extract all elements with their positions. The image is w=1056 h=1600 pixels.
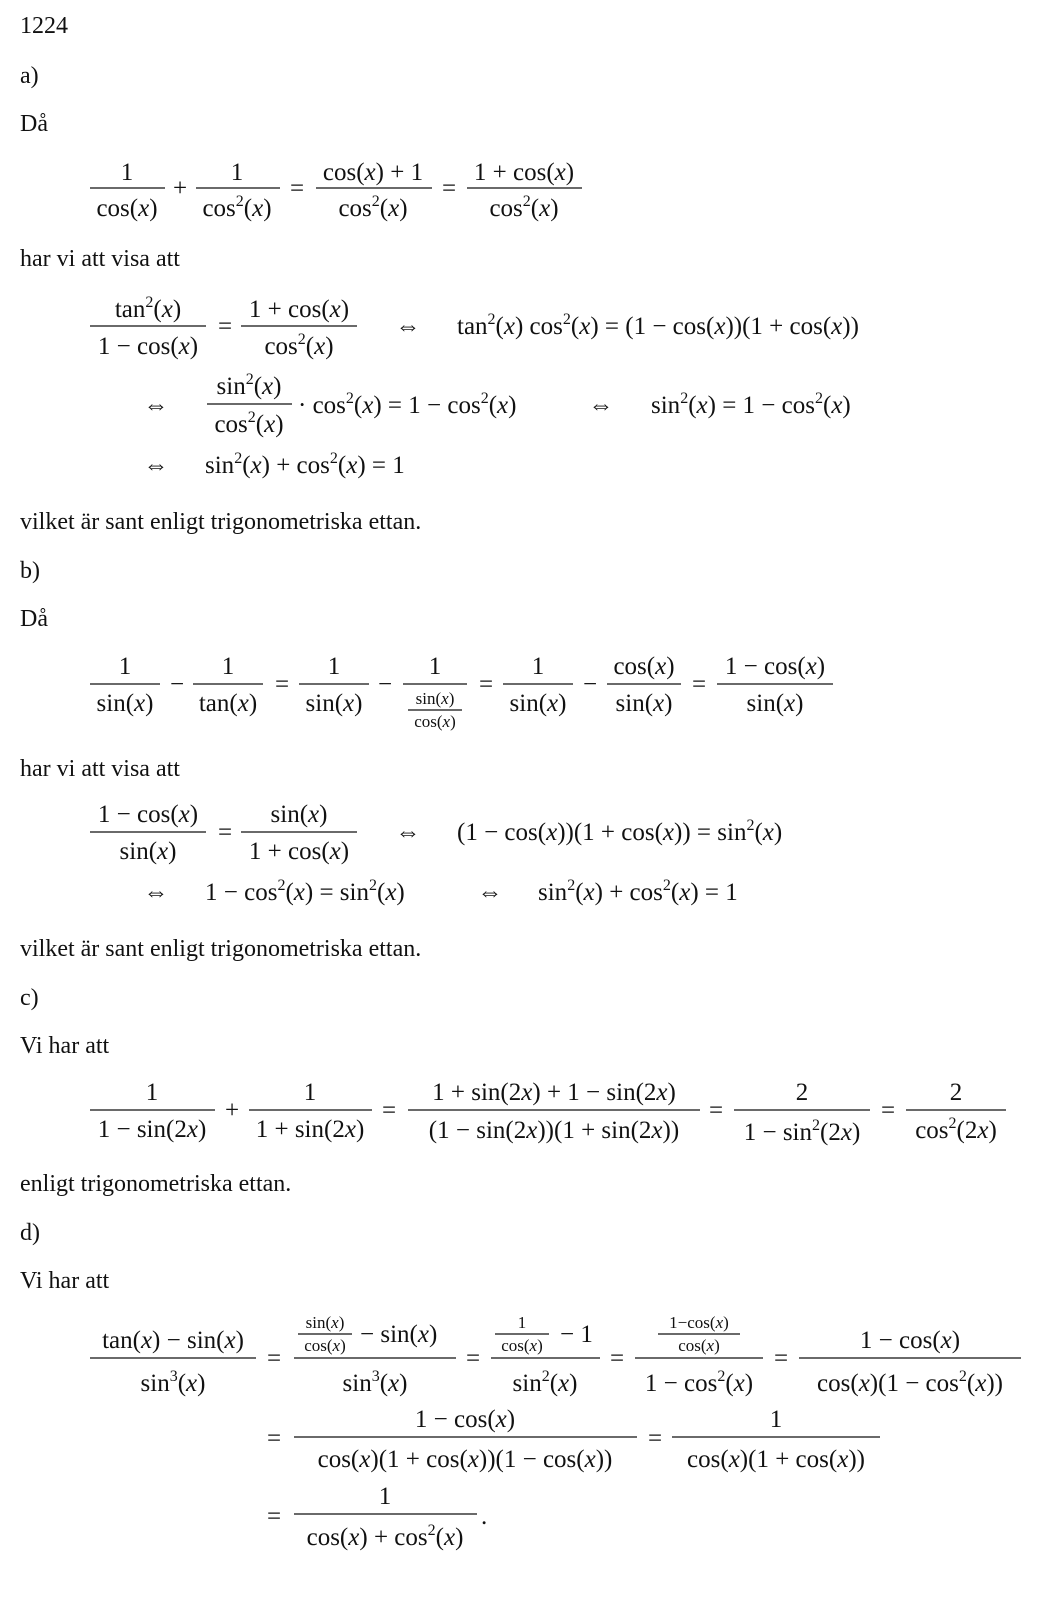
svg-text:1 + cos(x): 1 + cos(x) xyxy=(473,159,575,186)
svg-text:1 − cos2(x): $1 - \cos^2(x)$ xyxy=(644,1368,754,1397)
svg-text:tan(x) − sin(x): tan(x) − sin(x) xyxy=(102,1327,244,1354)
svg-text:.: . xyxy=(481,1503,488,1530)
svg-text:1 − cos2(x) = sin2(x): $1 - \cos^2(x) = \sin^2(x)$ xyxy=(205,877,405,906)
svg-text:−: − xyxy=(377,671,393,698)
svg-text:sin(x): sin(x) xyxy=(270,801,328,828)
svg-text:=: = xyxy=(266,1425,282,1452)
svg-text:⇔: ⇔ xyxy=(395,313,421,340)
part-a-conclusion: vilket är sant enligt trigonometriska ettan. xyxy=(20,509,422,535)
part-a-relation: har vi att visa att xyxy=(20,246,180,272)
svg-text:=: = xyxy=(381,1097,397,1124)
svg-text:1 − cos(x): 1 − cos(x) xyxy=(97,801,199,828)
svg-text:sin2(x): $\sin^2(x)$ xyxy=(216,371,282,400)
svg-text:cos(x) + cos2(x): $\cos(x) + \cos^2(x)$ xyxy=(306,1522,464,1551)
svg-text:1: 1 xyxy=(769,1406,783,1433)
svg-text:1: 1 xyxy=(145,1079,159,1106)
svg-text:sin(x): sin(x) xyxy=(305,690,363,717)
svg-text:2: 2 xyxy=(949,1079,963,1106)
svg-text:sin(x): sin(x) xyxy=(615,690,673,717)
part-label-a: a) xyxy=(20,63,39,89)
svg-text:1: 1 xyxy=(327,653,341,680)
svg-text:1−cos(x): 1−cos(x) xyxy=(669,1313,729,1332)
svg-text:=: = xyxy=(266,1503,282,1530)
svg-text:=: = xyxy=(217,313,233,340)
svg-text:1 + sin(2x): 1 + sin(2x) xyxy=(255,1116,365,1143)
svg-text:sin3(x): $\sin^3(x)$ xyxy=(140,1368,206,1397)
part-b-relation: har vi att visa att xyxy=(20,756,180,782)
svg-text:=: = xyxy=(478,671,494,698)
svg-text:=: = xyxy=(609,1345,625,1372)
svg-text:1: 1 xyxy=(118,653,132,680)
svg-text:+: + xyxy=(172,175,188,202)
svg-text:cos(x): cos(x) xyxy=(613,653,675,680)
svg-text:cos(x): cos(x) xyxy=(304,1336,346,1355)
svg-text:1: 1 xyxy=(221,653,235,680)
svg-text:cos2(x): $\cos^2(x)$ xyxy=(338,193,408,222)
svg-text:− sin(x): − sin(x) xyxy=(360,1321,438,1348)
part-b-intro: Då xyxy=(20,606,48,632)
svg-text:sin2(x) = 1 − cos2(x): $\sin^2(x) = 1 - \cos^2(x)$ xyxy=(651,390,851,419)
svg-text:· cos2(x) = 1 − cos2(x): · $\cos^2(x) = 1 - \cos^2(x)$ xyxy=(298,390,517,419)
svg-text:=: = xyxy=(691,671,707,698)
svg-text:sin(x): sin(x) xyxy=(746,690,804,717)
svg-text:sin2(x) + cos2(x) = 1: $\sin^2(x) + \cos^2(x) = 1$ xyxy=(538,877,738,906)
svg-text:cos2(x): $\cos^2(x)$ xyxy=(489,193,559,222)
svg-text:− 1: − 1 xyxy=(560,1321,593,1348)
part-c-conclusion: enligt trigonometriska ettan. xyxy=(20,1171,292,1197)
svg-text:−: − xyxy=(582,671,598,698)
svg-text:⇔: ⇔ xyxy=(588,392,614,419)
svg-text:2: 2 xyxy=(795,1079,809,1106)
svg-text:cos(x)(1 + cos(x)): cos(x)(1 + cos(x)) xyxy=(687,1446,865,1473)
svg-text:cos2(x): $\cos^2(x)$ xyxy=(202,193,272,222)
svg-text:=: = xyxy=(274,671,290,698)
svg-text:=: = xyxy=(465,1345,481,1372)
svg-text:=: = xyxy=(708,1097,724,1124)
svg-text:cos2(2x): $\cos^2(2x)$ xyxy=(915,1115,997,1144)
svg-text:cos(x)(1 − cos2(x)): $\cos(x)(1 - \cos^2(x))$ xyxy=(817,1368,1003,1397)
svg-text:1: 1 xyxy=(230,159,244,186)
svg-text:=: = xyxy=(773,1345,789,1372)
svg-text:=: = xyxy=(217,819,233,846)
svg-text:1 − cos(x): 1 − cos(x) xyxy=(414,1406,516,1433)
svg-text:1: 1 xyxy=(120,159,134,186)
svg-text:1: 1 xyxy=(517,1313,527,1332)
svg-text:⇔: ⇔ xyxy=(395,819,421,846)
svg-text:1 − cos(x): 1 − cos(x) xyxy=(724,653,826,680)
svg-text:1 − sin(2x): 1 − sin(2x) xyxy=(97,1116,207,1143)
svg-text:(1 − cos(x))(1 + cos(x)) = sin: $(1 - \cos(x))(1 + \cos(x)) = \sin^2(x)$ xyxy=(457,817,783,846)
svg-text:cos2(x): $\cos^2(x)$ xyxy=(264,331,334,360)
part-d-intro: Vi har att xyxy=(20,1268,110,1294)
svg-text:=: = xyxy=(266,1345,282,1372)
svg-text:1: 1 xyxy=(303,1079,317,1106)
svg-text:1: 1 xyxy=(531,653,545,680)
svg-text:1 + sin(2x) + 1 − sin(2x): 1 + sin(2x) + 1 − sin(2x) xyxy=(432,1079,676,1106)
svg-text:=: = xyxy=(289,175,305,202)
svg-text:cos(x): cos(x) xyxy=(96,195,158,222)
svg-text:cos(x)(1 + cos(x))(1 − cos(x)): cos(x)(1 + cos(x))(1 − cos(x)) xyxy=(317,1446,613,1473)
problem-number: 1224 xyxy=(20,13,68,39)
svg-text:1 − cos(x): 1 − cos(x) xyxy=(859,1327,961,1354)
svg-text:⇔: ⇔ xyxy=(143,392,169,419)
svg-text:sin(x): sin(x) xyxy=(509,690,567,717)
svg-text:cos2(x): $\cos^2(x)$ xyxy=(214,409,284,438)
svg-text:sin2(x): $\sin^2(x)$ xyxy=(512,1368,578,1397)
svg-text:sin2(x) + cos2(x) = 1: $\sin^2(x) + \cos^2(x) = 1$ xyxy=(205,450,405,479)
svg-text:1 − cos(x): 1 − cos(x) xyxy=(97,333,199,360)
svg-text:sin(x): sin(x) xyxy=(119,838,177,865)
svg-text:tan2(x): $\tan^2(x)$ xyxy=(114,294,182,323)
svg-text:cos(x): cos(x) xyxy=(414,712,456,731)
part-c-intro: Vi har att xyxy=(20,1033,110,1059)
part-label-c: c) xyxy=(20,985,39,1011)
svg-text:⇔: ⇔ xyxy=(143,879,169,906)
svg-text:=: = xyxy=(647,1425,663,1452)
svg-text:(1 − sin(2x))(1 + sin(2x)): (1 − sin(2x))(1 + sin(2x)) xyxy=(428,1117,680,1144)
svg-text:sin(x): sin(x) xyxy=(415,689,455,708)
svg-text:1: 1 xyxy=(378,1483,392,1510)
part-label-d: d) xyxy=(20,1220,40,1246)
svg-text:cos(x): cos(x) xyxy=(501,1336,543,1355)
svg-text:=: = xyxy=(441,175,457,202)
svg-text:cos(x) + 1: cos(x) + 1 xyxy=(322,159,424,186)
svg-text:sin(x): sin(x) xyxy=(96,690,154,717)
svg-text:sin3(x): $\sin^3(x)$ xyxy=(342,1368,408,1397)
svg-text:+: + xyxy=(224,1097,240,1124)
part-label-b: b) xyxy=(20,558,40,584)
svg-text:1 + cos(x): 1 + cos(x) xyxy=(248,296,350,323)
part-a-intro: Då xyxy=(20,111,48,137)
svg-text:⇔: ⇔ xyxy=(143,452,169,479)
part-b-conclusion: vilket är sant enligt trigonometriska ettan. xyxy=(20,936,422,962)
svg-text:1 − sin2(2x): $1 - \sin^2(2x)$ xyxy=(743,1117,861,1146)
svg-text:1 + cos(x): 1 + cos(x) xyxy=(248,838,350,865)
svg-text:=: = xyxy=(880,1097,896,1124)
svg-text:⇔: ⇔ xyxy=(477,879,503,906)
svg-text:1: 1 xyxy=(428,653,442,680)
svg-text:sin(x): sin(x) xyxy=(305,1313,345,1332)
svg-text:tan(x): tan(x) xyxy=(198,690,258,717)
svg-text:tan2(x) cos2(x) = (1 − cos(x)): $\tan^2(x) \cos^2(x) = (1 - \cos(x))(1 + \cos(x))$ xyxy=(457,311,859,340)
svg-text:−: − xyxy=(169,671,185,698)
svg-text:cos(x): cos(x) xyxy=(678,1336,720,1355)
